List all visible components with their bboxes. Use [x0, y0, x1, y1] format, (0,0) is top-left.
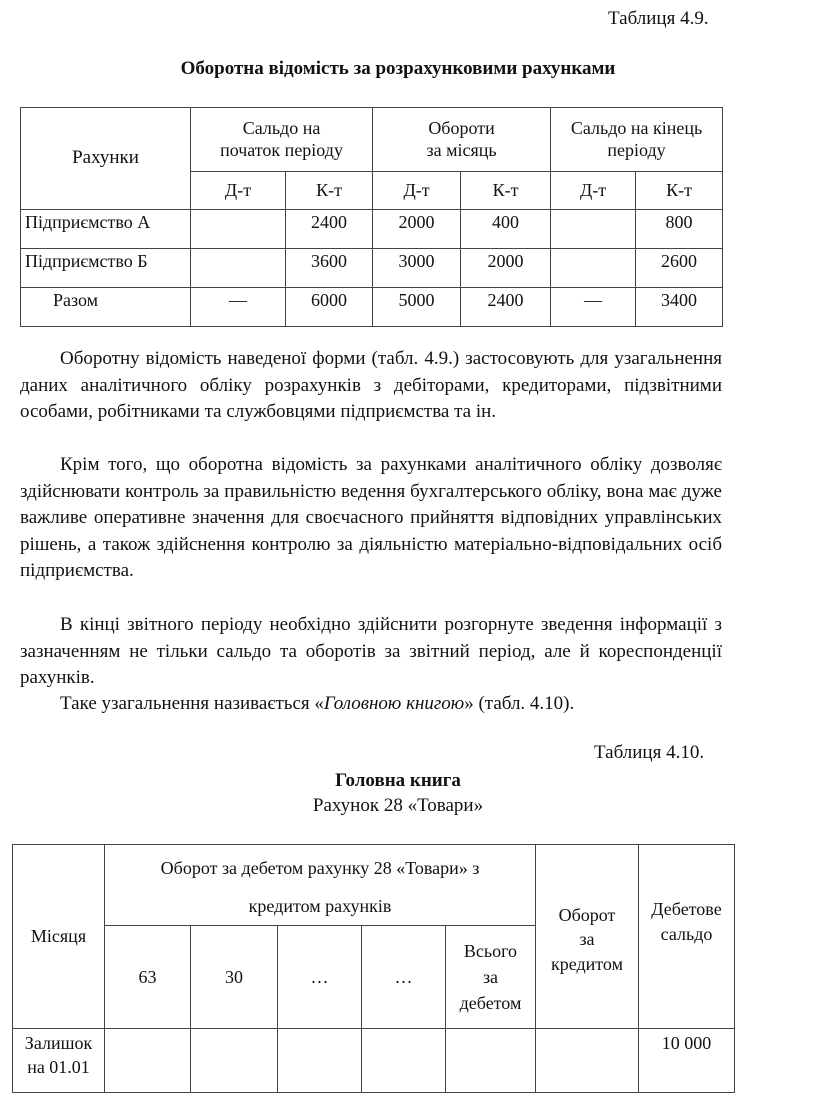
cell: 3400 [636, 288, 723, 327]
cell: 3600 [286, 249, 373, 288]
table2-subtitle: Рахунок 28 «Товари» [312, 795, 484, 816]
cell [105, 1029, 191, 1093]
cell [446, 1029, 536, 1093]
row-label: Залишок на 01.01 [13, 1029, 105, 1093]
cell [362, 1029, 446, 1093]
table-row [21, 249, 723, 288]
table1-title: Оборотна відомість за розрахунковими рахунками [180, 58, 616, 79]
table-row [21, 210, 723, 249]
header-debit: Д-т [191, 172, 286, 210]
main-ledger-term: Головною книгою [323, 693, 465, 714]
header-credit: К-т [461, 172, 551, 210]
cell [536, 1029, 639, 1093]
cell: — [551, 288, 636, 327]
paragraph-2: Крім того, що оборотна відомість за рахунками аналітичного обліку дозволяє здійснювати контроль за правильністю ведення бухгалтерського обліку, вона має дуже важливе оперативне значення для своєчасного прийняття відповідних управлінських рішень, а також здійснення контролю за діяльністю матеріально-відповідальних осіб підприємства. [20, 454, 722, 581]
table2-label: Таблиця 4.10. [594, 742, 705, 763]
cell: 2400 [461, 288, 551, 327]
cell [551, 249, 636, 288]
cell: 400 [461, 210, 551, 249]
header-opening-balance: Сальдо на початок періоду [191, 108, 373, 172]
cell: 3000 [373, 249, 461, 288]
header-row-groups [21, 108, 723, 172]
header-closing-balance: Сальдо на кінець періоду [551, 108, 723, 172]
cell: 800 [636, 210, 723, 249]
header-account-63: 63 [105, 926, 191, 1029]
cell: 5000 [373, 288, 461, 327]
row-label: Разом [21, 288, 191, 327]
row-label: Підприємство Б [21, 249, 191, 288]
table-row-total [21, 288, 723, 327]
cell [191, 1029, 278, 1093]
header-account-ellipsis: … [278, 926, 362, 1029]
cell [191, 249, 286, 288]
cell: 2000 [373, 210, 461, 249]
header-credit: К-т [286, 172, 373, 210]
header-debit-turnover-group: Оборот за дебетом рахунку 28 «Товари» з кредитом рахунків [105, 845, 536, 926]
header-debit: Д-т [373, 172, 461, 210]
cell: 2400 [286, 210, 373, 249]
header-debit: Д-т [551, 172, 636, 210]
row-label: Підприємство А [21, 210, 191, 249]
paragraph-3: В кінці звітного періоду необхідно здійснити розгорнуте зведення інформації з зазначенням не тільки сальдо та оборотів за звітний період, але й кореспонденції рахунків. [20, 614, 722, 688]
cell [551, 210, 636, 249]
cell: — [191, 288, 286, 327]
paragraph-4: Таке узагальнення називається «Головною книгою» (табл. 4.10). [60, 693, 575, 714]
header-account-30: 30 [191, 926, 278, 1029]
general-ledger-table [12, 844, 735, 1093]
cell [191, 210, 286, 249]
cell [278, 1029, 362, 1093]
table2-title: Головна книга [335, 770, 461, 791]
header-row-groups [13, 845, 735, 926]
cell: 2600 [636, 249, 723, 288]
header-debit-balance: Дебетове сальдо [639, 845, 735, 1029]
cell: 2000 [461, 249, 551, 288]
header-monthly-turnover: Обороти за місяць [373, 108, 551, 172]
header-total-debit: Всього за дебетом [446, 926, 536, 1029]
header-accounts: Рахунки [21, 108, 191, 210]
cell-opening-balance: 10 000 [639, 1029, 735, 1093]
header-credit: К-т [636, 172, 723, 210]
header-account-ellipsis: … [362, 926, 446, 1029]
cell: 6000 [286, 288, 373, 327]
turnover-sheet-table [20, 107, 723, 327]
header-month: Місяця [13, 845, 105, 1029]
table1-label: Таблиця 4.9. [608, 8, 709, 29]
table-row [13, 1029, 735, 1093]
header-credit-turnover: Оборот за кредитом [536, 845, 639, 1029]
paragraph-1: Оборотну відомість наведеної форми (табл. 4.9.) застосовують для узагальнення даних аналітичного обліку розрахунків з дебіторами, кредиторами, підзвітними особами, робітниками та службовцями підприємства та ін. [20, 348, 722, 422]
